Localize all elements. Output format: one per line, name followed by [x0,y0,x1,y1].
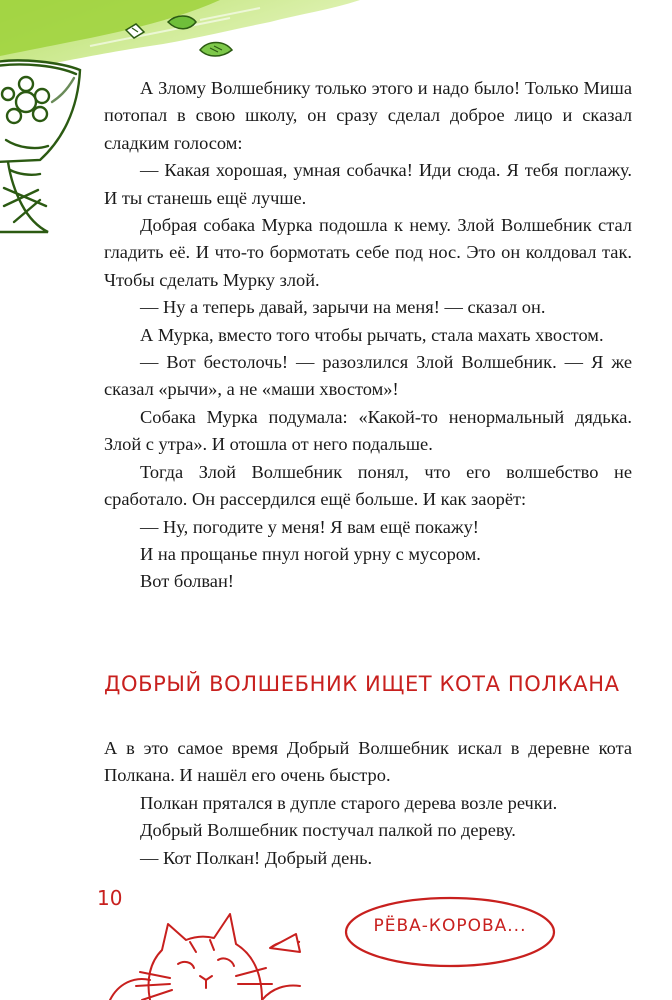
paragraph: А Мурка, вместо того чтобы рычать, стала махать хвостом. [140,324,604,345]
paragraph: — Ну, погодите у меня! Я вам ещё покажу! [140,516,479,537]
paragraph: — Ну а теперь давай, зарычи на меня! — сказал он. [140,297,546,318]
story-text-top [104,75,632,596]
page-number: 10 [97,886,123,910]
speech-bubble-text: РЁВА-КОРОВА... [373,916,527,936]
paragraph: А Злому Волшебнику только этого и надо было! Только Миша потопал в свою школу, он сразу сделал доброе лицо и сказал сладким голосом: [104,78,632,153]
paragraph: Тогда Злой Волшебник понял, что его волшебство не сработало. Он рассердился ещё больше. И как заорёт: [104,461,632,510]
trash-bin-illustration [0,60,80,232]
bottom-illustration [0,880,672,1000]
paragraph: И на прощанье пнул ногой урну с мусором. [140,543,481,564]
paragraph: — Кот Полкан! Добрый день. [140,847,373,868]
paragraph: Вот болван! [140,571,234,592]
paragraph: Добрый Волшебник постучал палкой по дереву. [140,820,516,841]
chapter-title: ДОБРЫЙ ВОЛШЕБНИК ИЩЕТ КОТА ПОЛКАНА [104,672,620,696]
story-text-bottom [104,735,632,872]
paragraph: Полкан прятался в дупле старого дерева возле речки. [140,792,558,813]
paragraph: Собака Мурка подумала: «Какой-то ненормальный дядька. Злой с утра». И отошла от него подальше. [104,406,632,455]
paragraph: Добрая собака Мурка подошла к нему. Злой Волшебник стал гладить её. И что-то бормотать себе под нос. Это он колдовал так. Чтобы сделать Мурку злой. [104,215,632,290]
paragraph: А в это самое время Добрый Волшебник искал в деревне кота Полкана. И нашёл его очень быстро. [104,738,632,786]
paragraph: — Какая хорошая, умная собачка! Иди сюда. Я тебя поглажу. И ты станешь ещё лучше. [104,160,632,208]
cat-illustration [110,914,300,1000]
paragraph: — Вот бестолочь! — разозлился Злой Волшебник. — Я же сказал «рычи», а не «маши хвостом»! [104,352,632,400]
